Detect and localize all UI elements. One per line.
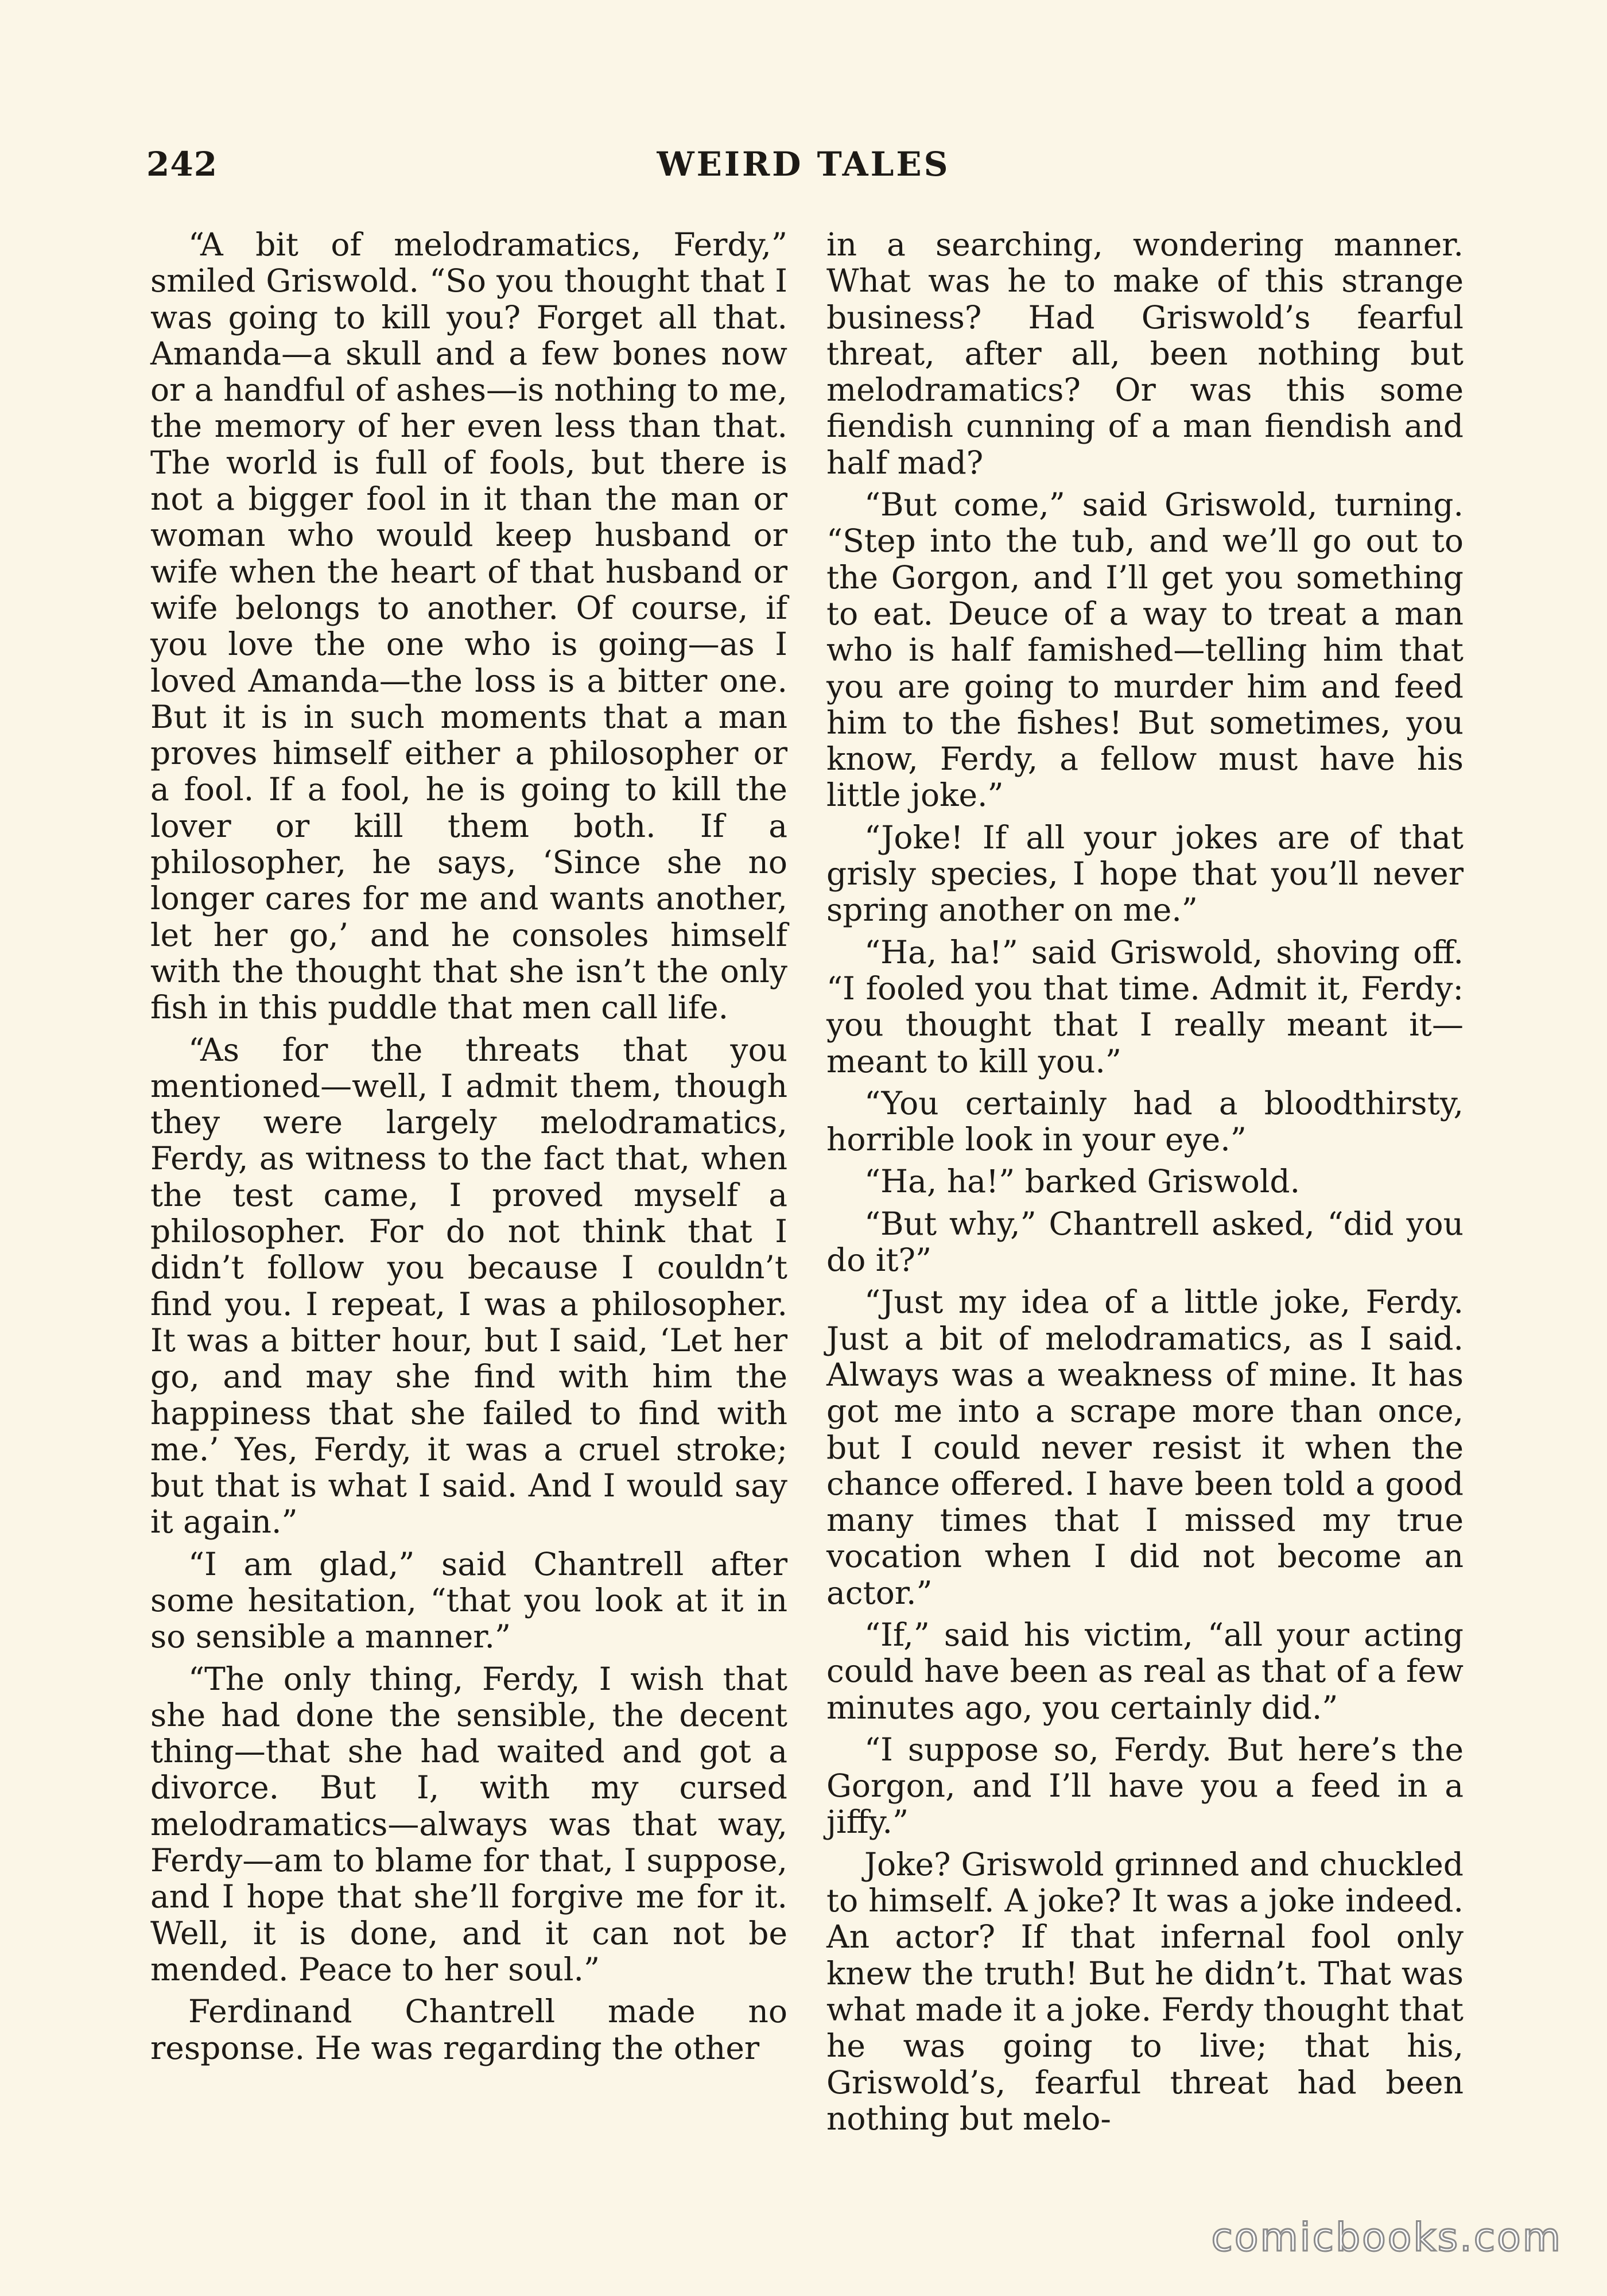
paragraph: “If,” said his victim, “all your acting could have been as real as that of a few minutes ago, you certainly did.” <box>826 1616 1464 1726</box>
paragraph: “I suppose so, Ferdy. But here’s the Gorgon, and I’ll have you a feed in a jiffy.” <box>826 1731 1464 1841</box>
paragraph: in a searching, wondering manner. What was he to make of this strange business? Had Griswold’s fearful threat, after all, been nothing but melodramatics? Or was this some fiendish cunning of a man fiendish and half mad? <box>826 226 1464 481</box>
paragraph: “As for the threats that you mentioned—well, I admit them, though they were largely melodramatics, Ferdy, as witness to the fact that, when the test came, I proved myself a philosopher. For do not think that I didn’t follow you because I couldn’t find you. I repeat, I was a philosopher. It was a bitter hour, but I said, ‘Let her go, and may she find with him the happiness that she failed to find with me.’ Yes, Ferdy, it was a cruel stroke; but that is what I said. And I would say it again.” <box>150 1031 787 1541</box>
page-number: 242 <box>146 145 218 184</box>
left-column <box>150 227 787 2072</box>
paragraph: “Ha, ha!” barked Griswold. <box>864 1163 1301 1200</box>
paragraph: “The only thing, Ferdy, I wish that she had done the sensible, the decent thing—that she had waited and got a divorce. But I, with my cursed melodramatics—always was that way, Ferdy—am to blame for that, I suppose, and I hope that she’ll forgive me for it. Well, it is done, and it can not be mended. Peace to her soul.” <box>150 1660 787 1988</box>
paragraph: “But come,” said Griswold, turning. “Step into the tub, and we’ll go out to the Gorgon, and I’ll get you something to eat. Deuce of a way to treat a man who is half famished—telling him that you are going to murder him and feed him to the fishes! But sometimes, you know, Ferdy, a fellow must have his little joke.” <box>826 486 1464 814</box>
watermark: comicbooks.com <box>1211 2215 1562 2260</box>
paragraph: “I am glad,” said Chantrell after some hesitation, “that you look at it in so sensible a manner.” <box>150 1545 787 1655</box>
paragraph: Joke? Griswold grinned and chuckled to himself. A joke? It was a joke indeed. An actor? If that infernal fool only knew the truth! But he didn’t. That was what made it a joke. Ferdy thought that he was going to live; that his, Griswold’s, fearful threat had been nothing but melo- <box>826 1845 1464 2137</box>
paragraph: “A bit of melodramatics, Ferdy,” smiled Griswold. “So you thought that I was going to kill you? Forget all that. Amanda—a skull and a few bones now or a handful of ashes—is nothing to me, the memory of her even less than that. The world is full of fools, but there is not a bigger fool in it than the man or woman who would keep husband or wife when the heart of that husband or wife belongs to another. Of course, if you love the one who is going—as I loved Amanda—the loss is a bitter one. But it is in such moments that a man proves himself either a philosopher or a fool. If a fool, he is going to kill the lover or kill them both. If a philosopher, he says, ‘Since she no longer cares for me and wants another, let her go,’ and he consoles himself with the thought that she isn’t the only fish in this puddle that men call life. <box>150 226 787 1026</box>
paragraph: “Joke! If all your jokes are of that grisly species, I hope that you’ll never spring another on me.” <box>826 819 1464 929</box>
running-title: WEIRD TALES <box>657 145 950 184</box>
paragraph: Ferdinand Chantrell made no response. He was regarding the other <box>150 1993 787 2066</box>
paragraph: “Ha, ha!” said Griswold, shoving off. “I fooled you that time. Admit it, Ferdy: you thought that I really meant it—meant to kill you.” <box>826 933 1464 1080</box>
paragraph: “You certainly had a bloodthirsty, horrible look in your eye.” <box>826 1084 1464 1158</box>
right-column <box>826 227 1464 2143</box>
paragraph: “But why,” Chantrell asked, “did you do it?” <box>826 1205 1464 1279</box>
paragraph: “Just my idea of a little joke, Ferdy. Just a bit of melodramatics, as I said. Always was a weakness of mine. It has got me into a scrape more than once, but I could never resist it when the chance offered. I have been told a good many times that I missed my true vocation when I did not become an actor.” <box>826 1283 1464 1611</box>
